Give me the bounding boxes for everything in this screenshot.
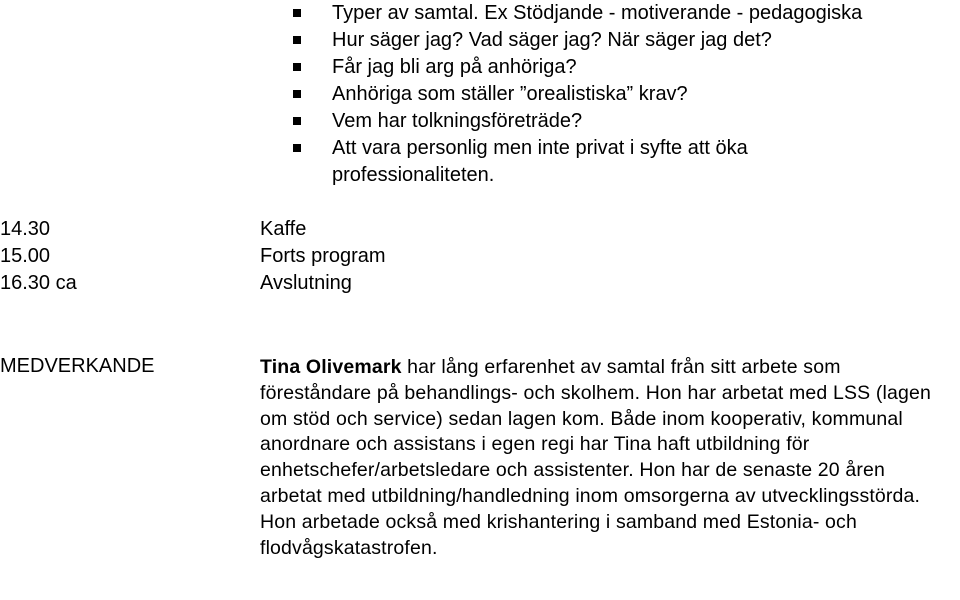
square-bullet-icon [293,36,301,44]
bullet-item [290,0,960,27]
participant-bio-text: har lång erfarenhet av samtal från sitt arbete som föreståndare på behandlings- och skolhem. Hon har arbetat med LSS (lagen om stöd och service) sedan lagen kom. Både inom kooperativ, kommunal anordnare och assistans i egen regi har Tina haft utbildning för enhetschefer/arbetsledare och assistenter. Hon har de senaste 20 åren arbetat med utbildning/handledning inom omsorgerna av utvecklingsstörda. Hon arbetade också med krishantering i samband med Estonia- och flodvågskatastrofen. [260,356,931,559]
schedule [0,216,700,297]
schedule-row [0,270,700,297]
bullet-item [290,81,960,108]
participant-bio [260,355,950,561]
bullet-text: Anhöriga som ställer ”orealistiska” krav? [332,83,688,105]
square-bullet-icon [293,117,301,125]
schedule-time: 14.30 [0,218,51,240]
square-bullet-icon [293,144,301,152]
topic-bullet-list [290,0,960,189]
square-bullet-icon [293,63,301,71]
square-bullet-icon [293,9,301,17]
square-bullet-icon [293,90,301,98]
bullet-text: Får jag bli arg på anhöriga? [332,56,577,78]
participant-name: Tina Olivemark [260,356,402,378]
bullet-item [290,27,960,54]
schedule-label: Kaffe [260,218,307,240]
schedule-time: 16.30 ca [0,272,77,294]
schedule-row [0,243,700,270]
schedule-label: Avslutning [260,272,352,294]
bullet-text: Vem har tolkningsföreträde? [332,110,583,132]
bullet-item [290,108,960,135]
schedule-time: 15.00 [0,245,51,267]
bullet-item [290,135,852,189]
schedule-row [0,216,700,243]
section-label: MEDVERKANDE [0,355,155,377]
bullet-text: Att vara personlig men inte privat i syfte att öka professionaliteten. [332,137,748,186]
schedule-label: Forts program [260,245,386,267]
bullet-text: Typer av samtal. Ex Stödjande - motiverande - pedagogiska [332,2,863,24]
bullet-text: Hur säger jag? Vad säger jag? När säger jag det? [332,29,772,51]
bullet-item [290,54,960,81]
